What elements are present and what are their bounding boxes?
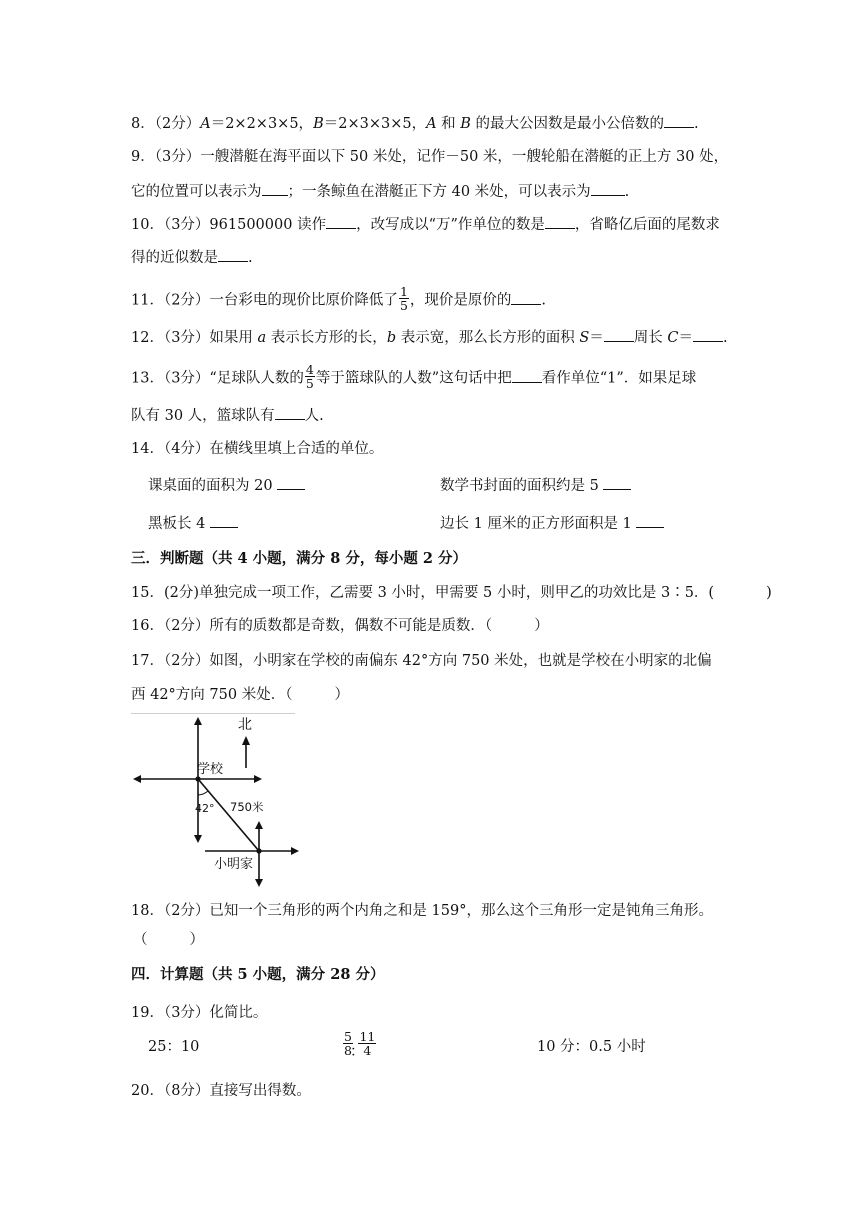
answer-blank[interactable]	[603, 475, 631, 490]
q12-var-s: S	[579, 330, 590, 346]
q14-item-text: 课桌面的面积为 20	[148, 478, 273, 494]
question-13-line1	[131, 362, 697, 392]
q12-text-c: 表示宽，那么长方形的面积	[396, 330, 580, 346]
q8-var-a2: A	[426, 116, 437, 132]
q12-text-b: 表示长方形的长，	[266, 330, 387, 346]
q8-var-b: B	[313, 116, 324, 132]
fraction-denominator: 8	[344, 1043, 352, 1058]
question-10-line1	[131, 214, 720, 235]
question-10-line2	[131, 247, 253, 268]
q12-eq1: ＝	[589, 330, 604, 346]
q13-text-a: 13．（3分）“足球队人数的	[131, 370, 304, 387]
q8-end: .	[694, 116, 699, 132]
question-12	[131, 327, 728, 348]
question-18-line1: 18．（2分）已知一个三角形的两个内角之和是 159°，那么这个三角形一定是钝角三角形。	[131, 903, 713, 919]
q11-text-b: ，现价是原价的	[409, 292, 512, 309]
q8-text: 的最大公因数是最小公倍数的	[470, 116, 665, 132]
answer-blank[interactable]	[262, 181, 288, 196]
fraction	[305, 363, 315, 390]
fraction-numerator: 11	[359, 1029, 376, 1044]
path-line	[198, 779, 259, 851]
answer-blank[interactable]	[218, 247, 248, 262]
q12-end: .	[722, 330, 728, 346]
ratio-colon: ：	[349, 1043, 365, 1060]
question-13-line2	[131, 405, 324, 426]
section-3-heading: 三．判断题（共 4 小题，满分 8 分，每小题 2 分）	[131, 550, 468, 567]
question-15	[131, 583, 772, 603]
north-label: 北	[238, 717, 252, 733]
q9-end: .	[624, 184, 630, 200]
question-16	[131, 616, 549, 636]
q12-var-c: C	[667, 330, 679, 346]
question-9-line2	[131, 181, 629, 202]
question-14-title: 14．（4分）在横线里填上合适的单位。	[131, 441, 384, 457]
q10-text-c: ，省略亿后面的尾数求	[574, 217, 720, 233]
answer-blank[interactable]	[210, 513, 238, 528]
home-point	[256, 848, 261, 853]
q13-text-b: 等于篮球队的人数”这句话中把	[315, 370, 512, 387]
q9-text-a: 它的位置可以表示为	[131, 184, 262, 200]
question-17-line2	[131, 685, 349, 705]
q19-item-2	[342, 1029, 377, 1060]
answer-blank[interactable]	[511, 290, 541, 305]
answer-blank[interactable]	[591, 181, 625, 196]
question-9-line1: 9．（3分）一艘潜艇在海平面以下 50 米处，记作－50 米，一艘轮船在潜艇的正上方 30 处，	[131, 149, 729, 165]
answer-blank[interactable]	[512, 368, 542, 383]
q14-item-text: 黑板长 4	[148, 516, 206, 532]
direction-diagram	[131, 713, 301, 889]
answer-blank[interactable]	[545, 214, 575, 229]
q8-and: 和	[436, 116, 461, 132]
distance-label: 750米	[230, 800, 264, 814]
q10-text-d: 得的近似数是	[131, 250, 218, 266]
q13-text-d: 队有 30 人，篮球队有	[131, 408, 275, 424]
fraction-numerator: 5	[344, 1029, 352, 1044]
home-cross-arrows	[205, 821, 299, 887]
q10-text-b: ，改写成以“万”作单位的数是	[356, 217, 545, 233]
q8-var-a: A	[200, 116, 211, 132]
q14-item-4	[440, 513, 664, 534]
q14-item-2	[440, 475, 631, 496]
q8-number: 8．	[131, 116, 155, 132]
q12-text-e: 周长	[633, 330, 668, 346]
q11-text-a: 11．（2分）一台彩电的现价比原价降低了	[131, 292, 398, 309]
q14-item-text: 数学书封面的面积约是 5	[440, 478, 599, 494]
q19-item-3: 10 分：0.5 小时	[537, 1039, 646, 1055]
q14-item-3	[148, 513, 238, 534]
angle-arc	[198, 791, 208, 795]
q18-close: ）	[189, 932, 204, 948]
q11-end: .	[541, 292, 546, 309]
question-11	[131, 284, 546, 314]
answer-blank[interactable]	[664, 113, 694, 128]
q12-text-a: 12．（3分）如果用	[131, 330, 258, 346]
q18-open: （	[133, 932, 148, 948]
fraction-denominator: 4	[363, 1043, 372, 1058]
q15-text: 15．(2分)单独完成一项工作，乙需要 3 小时，甲需要 5 小时，则甲乙的功效比是 3∶5．(	[131, 585, 715, 601]
q8-score: （2分）	[154, 116, 201, 132]
answer-blank[interactable]	[326, 214, 356, 229]
question-19-title: 19．（3分）化简比。	[131, 1005, 268, 1021]
answer-blank[interactable]	[277, 475, 305, 490]
q10-end: .	[248, 250, 253, 266]
q12-var-b: b	[386, 330, 397, 346]
q8-expr-b: ＝2×3×3×5，	[323, 116, 427, 132]
question-18-line2	[133, 930, 204, 950]
answer-blank[interactable]	[275, 405, 305, 420]
q14-item-text: 边长 1 厘米的正方形面积是 1	[440, 516, 632, 532]
q16-text: 16．（2分）所有的质数都是奇数，偶数不可能是质数．（	[131, 618, 493, 634]
q10-text-a: 10．（3分）961500000 读作	[131, 217, 327, 233]
fraction-numerator: 4	[305, 362, 314, 377]
q8-expr-a: ＝2×2×3×5，	[210, 116, 314, 132]
fraction-denominator: 5	[305, 376, 314, 391]
q15-close: )	[766, 585, 772, 601]
answer-blank[interactable]	[636, 513, 664, 528]
q9-text-b: ；一条鲸鱼在潜艇正下方 40 米处，可以表示为	[287, 184, 591, 200]
school-label: 学校	[197, 762, 224, 777]
q8-var-b2: B	[460, 116, 471, 132]
q13-text-e: 人.	[304, 408, 324, 424]
q16-close: ）	[534, 618, 549, 634]
q12-var-a: a	[257, 330, 267, 346]
question-20-title: 20．（8分）直接写出得数。	[131, 1083, 311, 1099]
q19-item-1: 25：10	[148, 1039, 200, 1055]
q17-close: ）	[334, 687, 349, 703]
question-17-line1: 17．（2分）如图，小明家在学校的南偏东 42°方向 750 米处，也就是学校在小明家的北偏	[131, 653, 712, 669]
fraction	[399, 285, 409, 312]
q12-eq2: ＝	[678, 330, 693, 346]
q17-text: 西 42°方向 750 米处．（	[131, 687, 293, 703]
q14-item-1	[148, 475, 305, 496]
section-4-heading: 四．计算题（共 5 小题，满分 28 分）	[131, 966, 385, 983]
north-arrow	[242, 736, 250, 768]
q13-text-c: 看作单位“1”．如果足球	[541, 370, 697, 387]
question-8	[131, 113, 699, 134]
answer-blank[interactable]	[693, 327, 723, 342]
fraction-numerator: 1	[399, 284, 408, 299]
home-label: 小明家	[214, 857, 254, 872]
fraction-denominator: 5	[399, 298, 408, 313]
answer-blank[interactable]	[604, 327, 634, 342]
angle-label: 42°	[195, 802, 215, 815]
